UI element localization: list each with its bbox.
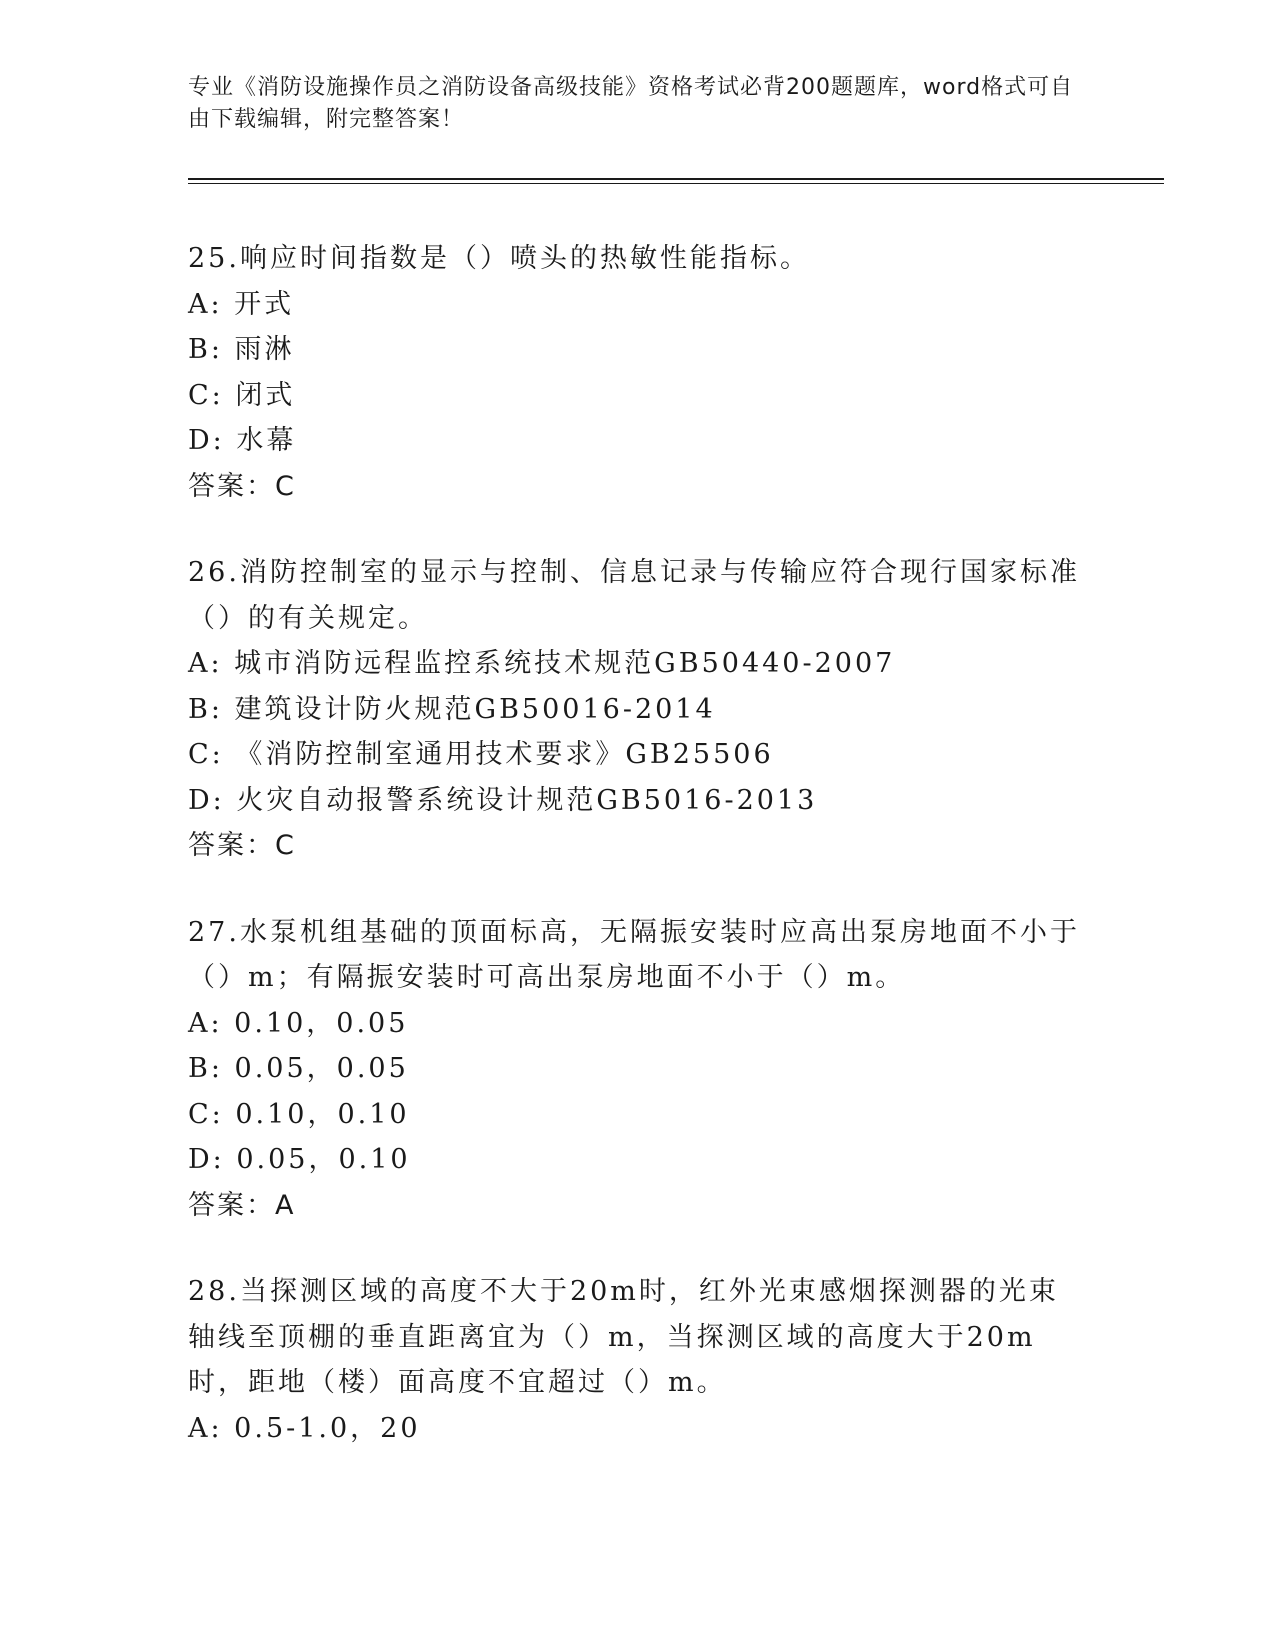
option-b: B: 建筑设计防火规范GB50016-2014 [188,693,716,725]
option-c: C: 《消防控制室通用技术要求》GB25506 [188,739,774,770]
question-stem: 26.消防控制室的显示与控制、信息记录与传输应符合现行国家标准（）的有关规定。 [188,557,1080,634]
option-c: C: 闭式 [188,379,296,411]
answer: 答案：A [188,1189,296,1221]
question-26 [188,550,1088,869]
question-stem: 28.当探测区域的高度不大于20m时，红外光束感烟探测器的光束轴线至顶棚的垂直距离宜为（）m，当探测区域的高度大于20m时，距地（楼）面高度不宜超过（）m。 [188,1276,1059,1398]
answer: 答案：C [188,470,296,502]
option-c: C: 0.10，0.10 [188,1098,410,1130]
option-a: A: 0.10，0.05 [188,1007,409,1039]
question-list [188,236,1088,1492]
question-25 [188,236,1088,509]
option-b: B: 0.05，0.05 [188,1053,409,1084]
option-a: A: 0.5-1.0，20 [188,1412,421,1444]
option-d: D: 0.05，0.10 [188,1144,411,1175]
option-d: D: 火灾自动报警系统设计规范GB5016-2013 [188,784,818,816]
question-27 [188,910,1088,1229]
answer: 答案：C [188,830,296,861]
option-a: A: 城市消防远程监控系统技术规范GB50440-2007 [188,648,896,679]
question-stem: 25.响应时间指数是（）喷头的热敏性能指标。 [188,243,810,274]
header-divider-thin [188,183,1164,184]
option-b: B: 雨淋 [188,334,295,365]
option-d: D: 水幕 [188,425,297,456]
option-a: A: 开式 [188,288,295,320]
document-intro: 专业《消防设施操作员之消防设备高级技能》资格考试必背200题题库，word格式可自由下载编辑，附完整答案！ [188,75,1074,132]
question-28 [188,1269,1088,1451]
question-stem: 27.水泵机组基础的顶面标高，无隔振安装时应高出泵房地面不小于（）m；有隔振安装时可高出泵房地面不小于（）m。 [188,916,1080,993]
header-divider-thick [188,178,1164,180]
